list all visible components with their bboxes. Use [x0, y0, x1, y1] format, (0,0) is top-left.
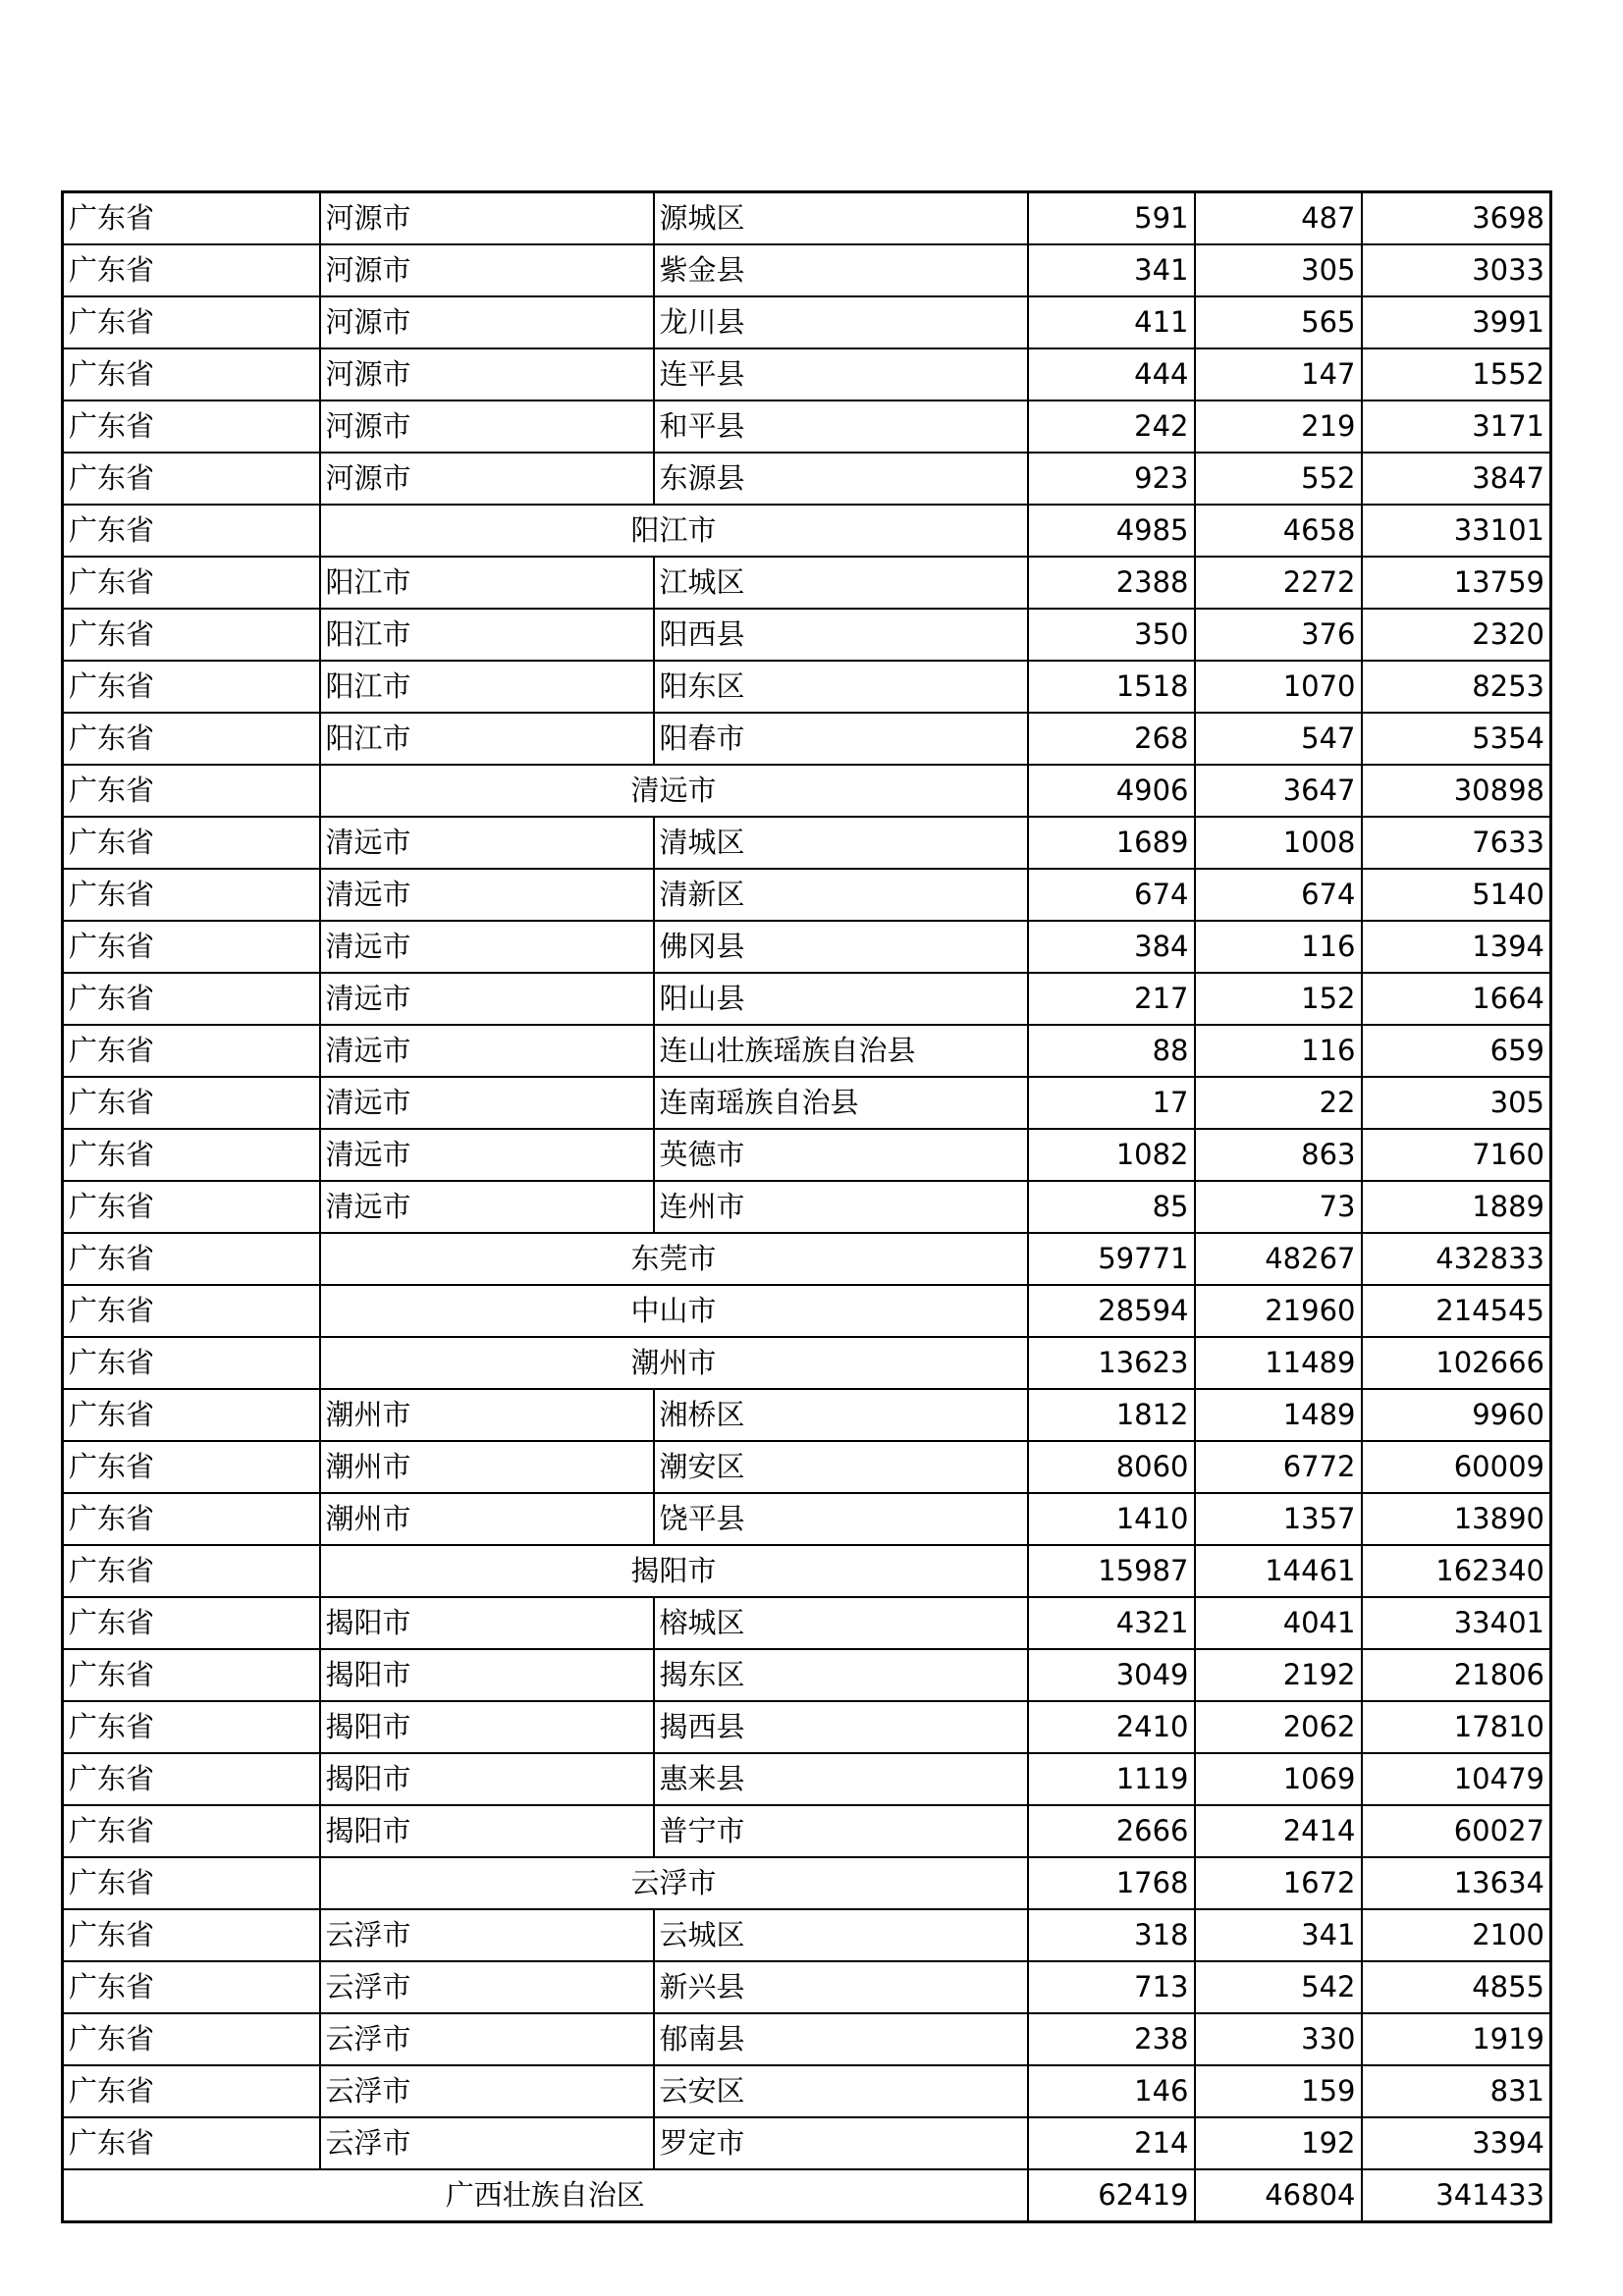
- table-row: [63, 713, 1551, 765]
- value-cell-2: 330: [1195, 2013, 1362, 2065]
- county-cell: 榕城区: [654, 1597, 1028, 1649]
- value-cell-1: 2666: [1028, 1805, 1195, 1857]
- value-cell-3: 4855: [1362, 1961, 1551, 2013]
- value-cell-1: 350: [1028, 609, 1195, 661]
- value-cell-2: 152: [1195, 973, 1362, 1025]
- county-cell: 紫金县: [654, 244, 1028, 296]
- county-cell: 饶平县: [654, 1493, 1028, 1545]
- county-cell: 揭东区: [654, 1649, 1028, 1701]
- value-cell-1: 17: [1028, 1077, 1195, 1129]
- value-cell-1: 1410: [1028, 1493, 1195, 1545]
- value-cell-3: 5354: [1362, 713, 1551, 765]
- province-cell: 广东省: [63, 661, 320, 713]
- value-cell-3: 305: [1362, 1077, 1551, 1129]
- value-cell-3: 1394: [1362, 921, 1551, 973]
- city-cell: 清远市: [320, 1025, 654, 1077]
- value-cell-2: 1069: [1195, 1753, 1362, 1805]
- province-cell: 广东省: [63, 1493, 320, 1545]
- county-cell: 连南瑶族自治县: [654, 1077, 1028, 1129]
- county-cell: 连山壮族瑶族自治县: [654, 1025, 1028, 1077]
- value-cell-3: 13634: [1362, 1857, 1551, 1909]
- value-cell-2: 552: [1195, 453, 1362, 505]
- value-cell-2: 11489: [1195, 1337, 1362, 1389]
- table-row: [63, 2013, 1551, 2065]
- value-cell-3: 3847: [1362, 453, 1551, 505]
- county-cell: 和平县: [654, 400, 1028, 453]
- table-row: [63, 557, 1551, 609]
- city-cell: 揭阳市: [320, 1597, 654, 1649]
- province-cell: 广东省: [63, 296, 320, 348]
- city-cell: 河源市: [320, 400, 654, 453]
- value-cell-3: 33401: [1362, 1597, 1551, 1649]
- table-row: [63, 817, 1551, 869]
- value-cell-1: 28594: [1028, 1285, 1195, 1337]
- value-cell-3: 3991: [1362, 296, 1551, 348]
- table-row: [63, 973, 1551, 1025]
- value-cell-2: 14461: [1195, 1545, 1362, 1597]
- table-row: [63, 1701, 1551, 1753]
- city-cell: 清远市: [320, 869, 654, 921]
- table-row: [63, 1961, 1551, 2013]
- value-cell-2: 341: [1195, 1909, 1362, 1961]
- value-cell-2: 219: [1195, 400, 1362, 453]
- city-cell: 云浮市: [320, 2065, 654, 2117]
- city-cell: 清远市: [320, 973, 654, 1025]
- city-total-cell: 中山市: [320, 1285, 1028, 1337]
- value-cell-2: 547: [1195, 713, 1362, 765]
- county-cell: 阳东区: [654, 661, 1028, 713]
- table-row: [63, 1285, 1551, 1337]
- table-row: [63, 1805, 1551, 1857]
- province-cell: 广东省: [63, 713, 320, 765]
- table-row: [63, 192, 1551, 245]
- value-cell-3: 1889: [1362, 1181, 1551, 1233]
- province-cell: 广东省: [63, 1701, 320, 1753]
- county-cell: 阳春市: [654, 713, 1028, 765]
- value-cell-1: 4985: [1028, 505, 1195, 557]
- city-cell: 阳江市: [320, 713, 654, 765]
- province-cell: 广东省: [63, 1129, 320, 1181]
- value-cell-3: 7160: [1362, 1129, 1551, 1181]
- county-cell: 清城区: [654, 817, 1028, 869]
- county-cell: 潮安区: [654, 1441, 1028, 1493]
- value-cell-2: 3647: [1195, 765, 1362, 817]
- table-row: [63, 609, 1551, 661]
- value-cell-2: 863: [1195, 1129, 1362, 1181]
- value-cell-2: 159: [1195, 2065, 1362, 2117]
- table-row: [63, 2117, 1551, 2169]
- city-total-cell: 清远市: [320, 765, 1028, 817]
- city-cell: 阳江市: [320, 557, 654, 609]
- value-cell-3: 341433: [1362, 2169, 1551, 2222]
- county-cell: 连平县: [654, 348, 1028, 400]
- value-cell-3: 1552: [1362, 348, 1551, 400]
- value-cell-3: 162340: [1362, 1545, 1551, 1597]
- city-cell: 清远市: [320, 1129, 654, 1181]
- value-cell-3: 1919: [1362, 2013, 1551, 2065]
- value-cell-1: 384: [1028, 921, 1195, 973]
- value-cell-3: 7633: [1362, 817, 1551, 869]
- table-row: [63, 400, 1551, 453]
- province-cell: 广东省: [63, 1389, 320, 1441]
- table-row: [63, 1389, 1551, 1441]
- county-cell: 英德市: [654, 1129, 1028, 1181]
- value-cell-3: 831: [1362, 2065, 1551, 2117]
- value-cell-1: 444: [1028, 348, 1195, 400]
- table-row: [63, 2065, 1551, 2117]
- county-cell: 新兴县: [654, 1961, 1028, 2013]
- value-cell-2: 73: [1195, 1181, 1362, 1233]
- city-cell: 揭阳市: [320, 1805, 654, 1857]
- table-row: [63, 1233, 1551, 1285]
- table-row: [63, 921, 1551, 973]
- city-cell: 清远市: [320, 1181, 654, 1233]
- province-cell: 广东省: [63, 1961, 320, 2013]
- value-cell-1: 4906: [1028, 765, 1195, 817]
- province-cell: 广东省: [63, 1285, 320, 1337]
- city-total-cell: 阳江市: [320, 505, 1028, 557]
- value-cell-2: 565: [1195, 296, 1362, 348]
- table-row: [63, 2169, 1551, 2222]
- city-cell: 阳江市: [320, 609, 654, 661]
- value-cell-1: 238: [1028, 2013, 1195, 2065]
- province-cell: 广东省: [63, 1441, 320, 1493]
- value-cell-1: 923: [1028, 453, 1195, 505]
- city-cell: 潮州市: [320, 1389, 654, 1441]
- city-cell: 清远市: [320, 817, 654, 869]
- value-cell-3: 60027: [1362, 1805, 1551, 1857]
- city-cell: 云浮市: [320, 1961, 654, 2013]
- value-cell-1: 674: [1028, 869, 1195, 921]
- county-cell: 连州市: [654, 1181, 1028, 1233]
- value-cell-1: 1812: [1028, 1389, 1195, 1441]
- value-cell-1: 1119: [1028, 1753, 1195, 1805]
- province-cell: 广东省: [63, 400, 320, 453]
- value-cell-3: 102666: [1362, 1337, 1551, 1389]
- value-cell-2: 305: [1195, 244, 1362, 296]
- value-cell-2: 1357: [1195, 1493, 1362, 1545]
- value-cell-3: 60009: [1362, 1441, 1551, 1493]
- province-cell: 广东省: [63, 1805, 320, 1857]
- county-cell: 阳西县: [654, 609, 1028, 661]
- value-cell-2: 21960: [1195, 1285, 1362, 1337]
- value-cell-2: 542: [1195, 1961, 1362, 2013]
- city-cell: 云浮市: [320, 2013, 654, 2065]
- city-cell: 河源市: [320, 192, 654, 245]
- value-cell-2: 46804: [1195, 2169, 1362, 2222]
- province-total-cell: 广西壮族自治区: [63, 2169, 1028, 2222]
- value-cell-1: 4321: [1028, 1597, 1195, 1649]
- value-cell-2: 1672: [1195, 1857, 1362, 1909]
- county-cell: 云城区: [654, 1909, 1028, 1961]
- province-cell: 广东省: [63, 192, 320, 245]
- county-cell: 阳山县: [654, 973, 1028, 1025]
- value-cell-1: 59771: [1028, 1233, 1195, 1285]
- value-cell-1: 1518: [1028, 661, 1195, 713]
- province-cell: 广东省: [63, 1597, 320, 1649]
- province-cell: 广东省: [63, 2013, 320, 2065]
- value-cell-3: 432833: [1362, 1233, 1551, 1285]
- value-cell-1: 2388: [1028, 557, 1195, 609]
- table-row: [63, 1493, 1551, 1545]
- county-cell: 龙川县: [654, 296, 1028, 348]
- value-cell-1: 341: [1028, 244, 1195, 296]
- value-cell-1: 62419: [1028, 2169, 1195, 2222]
- value-cell-3: 3698: [1362, 192, 1551, 245]
- value-cell-3: 214545: [1362, 1285, 1551, 1337]
- city-total-cell: 东莞市: [320, 1233, 1028, 1285]
- province-cell: 广东省: [63, 557, 320, 609]
- province-cell: 广东省: [63, 1025, 320, 1077]
- province-cell: 广东省: [63, 1649, 320, 1701]
- county-cell: 江城区: [654, 557, 1028, 609]
- value-cell-2: 1489: [1195, 1389, 1362, 1441]
- value-cell-3: 13890: [1362, 1493, 1551, 1545]
- province-cell: 广东省: [63, 1077, 320, 1129]
- table-row: [63, 661, 1551, 713]
- value-cell-1: 411: [1028, 296, 1195, 348]
- value-cell-3: 3033: [1362, 244, 1551, 296]
- province-cell: 广东省: [63, 609, 320, 661]
- county-cell: 云安区: [654, 2065, 1028, 2117]
- city-cell: 云浮市: [320, 2117, 654, 2169]
- value-cell-2: 1008: [1195, 817, 1362, 869]
- value-cell-2: 192: [1195, 2117, 1362, 2169]
- table-row: [63, 869, 1551, 921]
- table-row: [63, 296, 1551, 348]
- value-cell-3: 659: [1362, 1025, 1551, 1077]
- value-cell-2: 116: [1195, 921, 1362, 973]
- city-cell: 河源市: [320, 244, 654, 296]
- value-cell-1: 146: [1028, 2065, 1195, 2117]
- value-cell-1: 1082: [1028, 1129, 1195, 1181]
- value-cell-2: 2192: [1195, 1649, 1362, 1701]
- city-total-cell: 云浮市: [320, 1857, 1028, 1909]
- city-cell: 清远市: [320, 1077, 654, 1129]
- value-cell-2: 2062: [1195, 1701, 1362, 1753]
- value-cell-2: 674: [1195, 869, 1362, 921]
- table-row: [63, 1649, 1551, 1701]
- city-cell: 揭阳市: [320, 1753, 654, 1805]
- province-cell: 广东省: [63, 921, 320, 973]
- value-cell-2: 4041: [1195, 1597, 1362, 1649]
- province-cell: 广东省: [63, 1337, 320, 1389]
- value-cell-3: 13759: [1362, 557, 1551, 609]
- value-cell-3: 33101: [1362, 505, 1551, 557]
- value-cell-2: 48267: [1195, 1233, 1362, 1285]
- county-cell: 佛冈县: [654, 921, 1028, 973]
- table-row: [63, 505, 1551, 557]
- county-cell: 惠来县: [654, 1753, 1028, 1805]
- value-cell-1: 268: [1028, 713, 1195, 765]
- value-cell-2: 1070: [1195, 661, 1362, 713]
- value-cell-1: 3049: [1028, 1649, 1195, 1701]
- table-row: [63, 244, 1551, 296]
- city-cell: 河源市: [320, 348, 654, 400]
- city-cell: 河源市: [320, 296, 654, 348]
- province-cell: 广东省: [63, 1857, 320, 1909]
- province-cell: 广东省: [63, 817, 320, 869]
- province-cell: 广东省: [63, 869, 320, 921]
- province-cell: 广东省: [63, 1545, 320, 1597]
- city-cell: 揭阳市: [320, 1701, 654, 1753]
- value-cell-2: 4658: [1195, 505, 1362, 557]
- province-cell: 广东省: [63, 1753, 320, 1805]
- city-cell: 清远市: [320, 921, 654, 973]
- table-row: [63, 1077, 1551, 1129]
- city-cell: 河源市: [320, 453, 654, 505]
- city-cell: 潮州市: [320, 1493, 654, 1545]
- value-cell-3: 3394: [1362, 2117, 1551, 2169]
- table-row: [63, 1597, 1551, 1649]
- province-cell: 广东省: [63, 765, 320, 817]
- value-cell-3: 17810: [1362, 1701, 1551, 1753]
- value-cell-3: 8253: [1362, 661, 1551, 713]
- value-cell-3: 2320: [1362, 609, 1551, 661]
- county-cell: 揭西县: [654, 1701, 1028, 1753]
- province-cell: 广东省: [63, 2117, 320, 2169]
- province-cell: 广东省: [63, 2065, 320, 2117]
- county-cell: 东源县: [654, 453, 1028, 505]
- city-cell: 云浮市: [320, 1909, 654, 1961]
- value-cell-1: 8060: [1028, 1441, 1195, 1493]
- province-cell: 广东省: [63, 348, 320, 400]
- province-cell: 广东省: [63, 973, 320, 1025]
- county-cell: 郁南县: [654, 2013, 1028, 2065]
- table-row: [63, 348, 1551, 400]
- value-cell-3: 2100: [1362, 1909, 1551, 1961]
- table-row: [63, 453, 1551, 505]
- value-cell-3: 3171: [1362, 400, 1551, 453]
- county-cell: 罗定市: [654, 2117, 1028, 2169]
- value-cell-2: 376: [1195, 609, 1362, 661]
- statistics-table: [61, 190, 1552, 2223]
- value-cell-2: 2414: [1195, 1805, 1362, 1857]
- value-cell-2: 116: [1195, 1025, 1362, 1077]
- value-cell-1: 1768: [1028, 1857, 1195, 1909]
- value-cell-1: 318: [1028, 1909, 1195, 1961]
- county-cell: 湘桥区: [654, 1389, 1028, 1441]
- table-row: [63, 1129, 1551, 1181]
- table-row: [63, 1025, 1551, 1077]
- value-cell-1: 2410: [1028, 1701, 1195, 1753]
- value-cell-1: 217: [1028, 973, 1195, 1025]
- value-cell-1: 1689: [1028, 817, 1195, 869]
- table-row: [63, 1857, 1551, 1909]
- table-row: [63, 765, 1551, 817]
- table-row: [63, 1545, 1551, 1597]
- table-row: [63, 1337, 1551, 1389]
- province-cell: 广东省: [63, 1909, 320, 1961]
- province-cell: 广东省: [63, 244, 320, 296]
- value-cell-1: 15987: [1028, 1545, 1195, 1597]
- value-cell-3: 9960: [1362, 1389, 1551, 1441]
- value-cell-2: 2272: [1195, 557, 1362, 609]
- table-row: [63, 1441, 1551, 1493]
- value-cell-2: 147: [1195, 348, 1362, 400]
- value-cell-2: 6772: [1195, 1441, 1362, 1493]
- data-table-container: [61, 190, 1549, 2212]
- province-cell: 广东省: [63, 453, 320, 505]
- city-total-cell: 揭阳市: [320, 1545, 1028, 1597]
- value-cell-3: 1664: [1362, 973, 1551, 1025]
- value-cell-1: 85: [1028, 1181, 1195, 1233]
- value-cell-1: 242: [1028, 400, 1195, 453]
- table-row: [63, 1181, 1551, 1233]
- value-cell-1: 214: [1028, 2117, 1195, 2169]
- county-cell: 普宁市: [654, 1805, 1028, 1857]
- table-row: [63, 1753, 1551, 1805]
- value-cell-1: 88: [1028, 1025, 1195, 1077]
- city-cell: 揭阳市: [320, 1649, 654, 1701]
- value-cell-1: 713: [1028, 1961, 1195, 2013]
- value-cell-2: 22: [1195, 1077, 1362, 1129]
- county-cell: 源城区: [654, 192, 1028, 245]
- province-cell: 广东省: [63, 1181, 320, 1233]
- value-cell-1: 13623: [1028, 1337, 1195, 1389]
- value-cell-2: 487: [1195, 192, 1362, 245]
- province-cell: 广东省: [63, 505, 320, 557]
- value-cell-3: 10479: [1362, 1753, 1551, 1805]
- province-cell: 广东省: [63, 1233, 320, 1285]
- city-cell: 潮州市: [320, 1441, 654, 1493]
- city-cell: 阳江市: [320, 661, 654, 713]
- table-row: [63, 1909, 1551, 1961]
- value-cell-3: 30898: [1362, 765, 1551, 817]
- value-cell-3: 21806: [1362, 1649, 1551, 1701]
- value-cell-3: 5140: [1362, 869, 1551, 921]
- county-cell: 清新区: [654, 869, 1028, 921]
- city-total-cell: 潮州市: [320, 1337, 1028, 1389]
- value-cell-1: 591: [1028, 192, 1195, 245]
